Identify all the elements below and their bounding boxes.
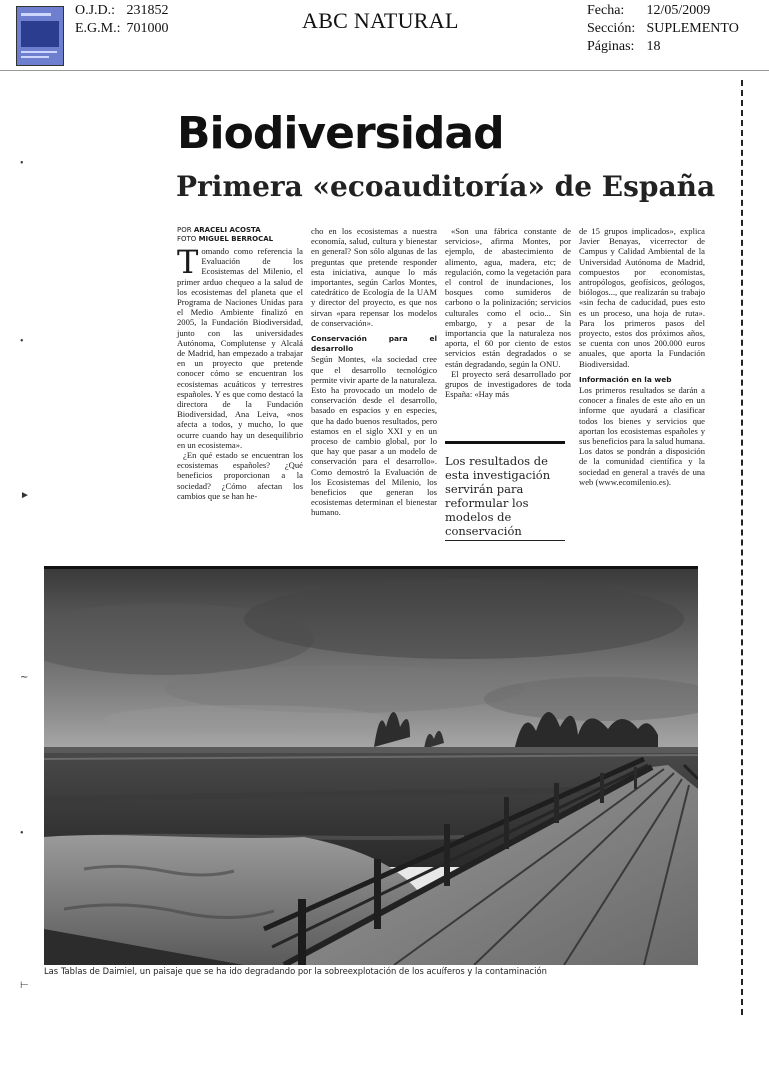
header-divider: [0, 70, 769, 71]
pull-quote: Los resultados de esta investigación servirán para reformular los modelos de conservación: [445, 441, 565, 538]
article-title: Biodiversidad: [177, 108, 504, 159]
seccion-value: SUPLEMENTO: [646, 21, 739, 36]
col1-paragraph-1: omando como referencia la Evaluación de los Ecosistemas del Milenio, el primer arduo chequeo a la salud de los ecosistemas del planeta que el Programa de Naciones Unidas para el Medio Ambiente finalizó en 2005, la Fundación Biodiversidad, junto con las universidades Autónoma, Complutense y Alcalá de Madrid, han empezado a trabajar en un proyecto que pretende conocer cómo se encuentran los ecosistemas acuáticos y terrestres españoles. Y es que como destacó la directora de la Fundación Biodiversidad, Ana Leiva, «nos afecta a todos, y mucho, lo que ocurre cuando hay un desequilibrio en un ecosistema».: [177, 246, 303, 450]
clipping-thumbnail: [16, 6, 64, 66]
byline-prefix: POR: [177, 226, 192, 234]
col2-paragraph-2: Según Montes, «la sociedad cree que el desarrollo tecnológico permite vivir aparte de la naturaleza. Esto ha provocado un modelo de conservación desde el desarrollo, basado en espacios y en especies, que ha dado buenos resultados, pero estamos en el siglo XXI y en un proceso de cambio global, por lo que hay que pasar a un modelo de conservación para el desarrollo». Como demostró la Evaluación de los Ecosistemas del Milenio, los beneficios que generan los ecosistemas determinan el bienestar humano.: [311, 354, 437, 518]
article-subtitle: Primera «ecoauditoría» de España: [176, 170, 716, 203]
section-heading: Conservación para el desarrollo: [311, 334, 437, 354]
drop-cap: T: [177, 243, 199, 281]
col2-paragraph-1: cho en los ecosistemas a nuestra economía, salud, cultura y bienestar en general? Son sólo algunas de las preguntas que pretende responder esta iniciativa, aunque lo más importantes, según Carlos Montes, catedrático de Ecología de la UAM y director del proyecto, es que nos sirvan «para repensar los modelos de conservación».: [311, 226, 437, 328]
column-3: [445, 226, 571, 399]
scan-mark: •: [20, 336, 24, 347]
article-credits: [177, 226, 273, 244]
paginas-label: Páginas:: [587, 39, 635, 54]
audience-info: [75, 2, 169, 38]
seccion-label: Sección:: [587, 21, 636, 36]
column-2: [311, 226, 437, 518]
publication-name: ABC NATURAL: [302, 8, 459, 33]
ojd-value: 231852: [126, 3, 169, 18]
col4-paragraph-2: Los primeros resultados se darán a conocer a finales de este año en un informe que ayudará a clasificar todos los bienes y servicios que aportan los ecosistemas españoles y sus beneficios para la salud humana. Los datos se pondrán a disposición de la comunidad científica y la sociedad en general a través de una web (www.ecomilenio.es).: [579, 385, 705, 487]
section-heading: Información en la web: [579, 374, 672, 384]
scan-mark: ⊢: [20, 980, 29, 991]
article-photo: [44, 566, 698, 965]
fecha-label: Fecha:: [587, 3, 625, 18]
fecha-value: 12/05/2009: [646, 3, 711, 18]
scan-edge: [741, 80, 749, 1015]
pull-quote-rule: [445, 540, 565, 541]
col3-paragraph-1: «Son una fábrica constante de servicios», afirma Montes, por ejemplo, de abastecimiento de alimento, agua, madera, etc; de regulación, como la vegetación para el control de inundaciones, los bosques como sumideros de carbono o la polinización; servicios culturales como el ocio... Sin embargo, y a pesar de la importancia que la naturaleza nos aporta, el 60 por ciento de estos servicios están degradados o se están degradando, según la ONU.: [445, 226, 571, 369]
byline-name: ARACELI ACOSTA: [193, 226, 261, 234]
col3-paragraph-2: El proyecto será desarrollado por grupos de investigadores de toda España: «Hay más: [445, 368, 571, 400]
issue-info: [587, 2, 739, 56]
scan-mark: •: [20, 828, 24, 839]
photo-credit: MIGUEL BERROCAL: [198, 235, 274, 243]
column-4: [579, 226, 705, 487]
column-1: [177, 243, 303, 501]
ojd-label: O.J.D.:: [75, 3, 116, 18]
scan-mark: ►: [20, 490, 30, 501]
egm-value: 701000: [126, 21, 169, 36]
photo-caption: Las Tablas de Daimiel, un paisaje que se ha ido degradando por la sobreexplotación de los acuíferos y la contaminación: [44, 966, 547, 976]
egm-label: E.G.M.:: [75, 21, 121, 36]
col4-paragraph-1: de 15 grupos implicados», explica Javier Benayas, vicerrector de Campus y Calidad Ambiental de la Universidad Autónoma de Madrid, compuestos por economistas, antropólogos, geofísicos, geólogos, biólogos..., que realizarán su trabajo «sin fecha de caducidad, pues esto es un proceso, una hoja de ruta». Para los primeros pasos del proyecto, estos dos próximos años, se cuenta con unos 200.000 euros anuales, que aporta la Fundación Biodiversidad.: [579, 226, 705, 369]
scan-mark: •: [20, 158, 24, 169]
scan-mark: ∼: [20, 672, 29, 683]
photo-prefix: FOTO: [177, 235, 197, 243]
col1-paragraph-2: ¿En qué estado se encuentran los ecosistemas españoles? ¿Qué beneficios proporcionan a la sociedad? ¿Cómo afectan los cambios que se han he-: [177, 450, 303, 501]
paginas-value: 18: [646, 39, 661, 54]
